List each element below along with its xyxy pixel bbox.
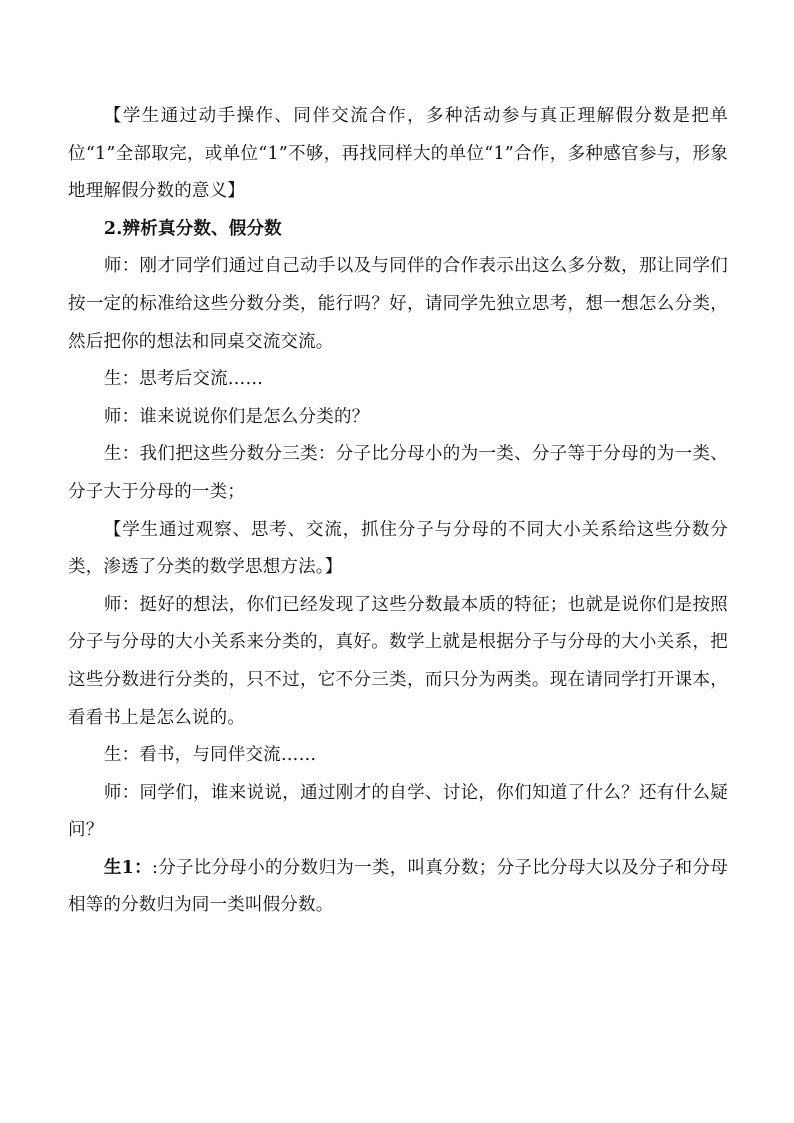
paragraph-note-2: 【学生通过观察、思考、交流，抓住分子与分母的不同大小关系给这些分数分类，渗透了分类的数学思想方法。】 (68, 519, 728, 578)
section-heading: 2.辨析真分数、假分数 (103, 218, 282, 239)
paragraph-student-1: 生：思考后交流…… (103, 369, 264, 390)
document-body (68, 98, 728, 925)
student-answer-text: :分子比分母小的分数归为一类，叫真分数；分子比分母大以及分子和分母相等的分数归为同一类叫假分数。 (68, 857, 728, 916)
speaker-label: 生1： (103, 857, 152, 878)
paragraph-note-1: 【学生通过动手操作、同伴交流合作，多种活动参与真正理解假分数是把单位“1”全部取完，或单位“1”不够，再找同样大的单位“1”合作，多种感官参与，形象地理解假分数的意义】 (68, 106, 728, 202)
paragraph-teacher-2: 师：谁来说说你们是怎么分类的？ (103, 406, 370, 427)
paragraph-student-3: 生：看书，与同伴交流…… (103, 745, 317, 766)
paragraph-teacher-4: 师：同学们，谁来说说，通过刚才的自学、讨论，你们知道了什么？还有什么疑问？ (68, 782, 728, 841)
paragraph-student-2: 生：我们把这些分数分三类：分子比分母小的为一类、分子等于分母的为一类、分子大于分母的一类； (68, 444, 728, 502)
paragraph-teacher-1: 师：刚才同学们通过自己动手以及与同伴的合作表示出这么多分数，那让同学们按一定的标准给这些分数分类，能行吗？好，请同学先独立思考，想一想怎么分类，然后把你的想法和同桌交流交流。 (68, 256, 728, 352)
paragraph-student-4 (68, 850, 728, 925)
paragraph-teacher-3: 师：挺好的想法，你们已经发现了这些分数最本质的特征；也就是说你们是按照分子与分母的大小关系来分类的，真好。数学上就是根据分子与分母的大小关系，把这些分数进行分类的，只不过，它不分三类，而只分为两类。现在请同学打开课本，看看书上是怎么说的。 (68, 594, 728, 728)
